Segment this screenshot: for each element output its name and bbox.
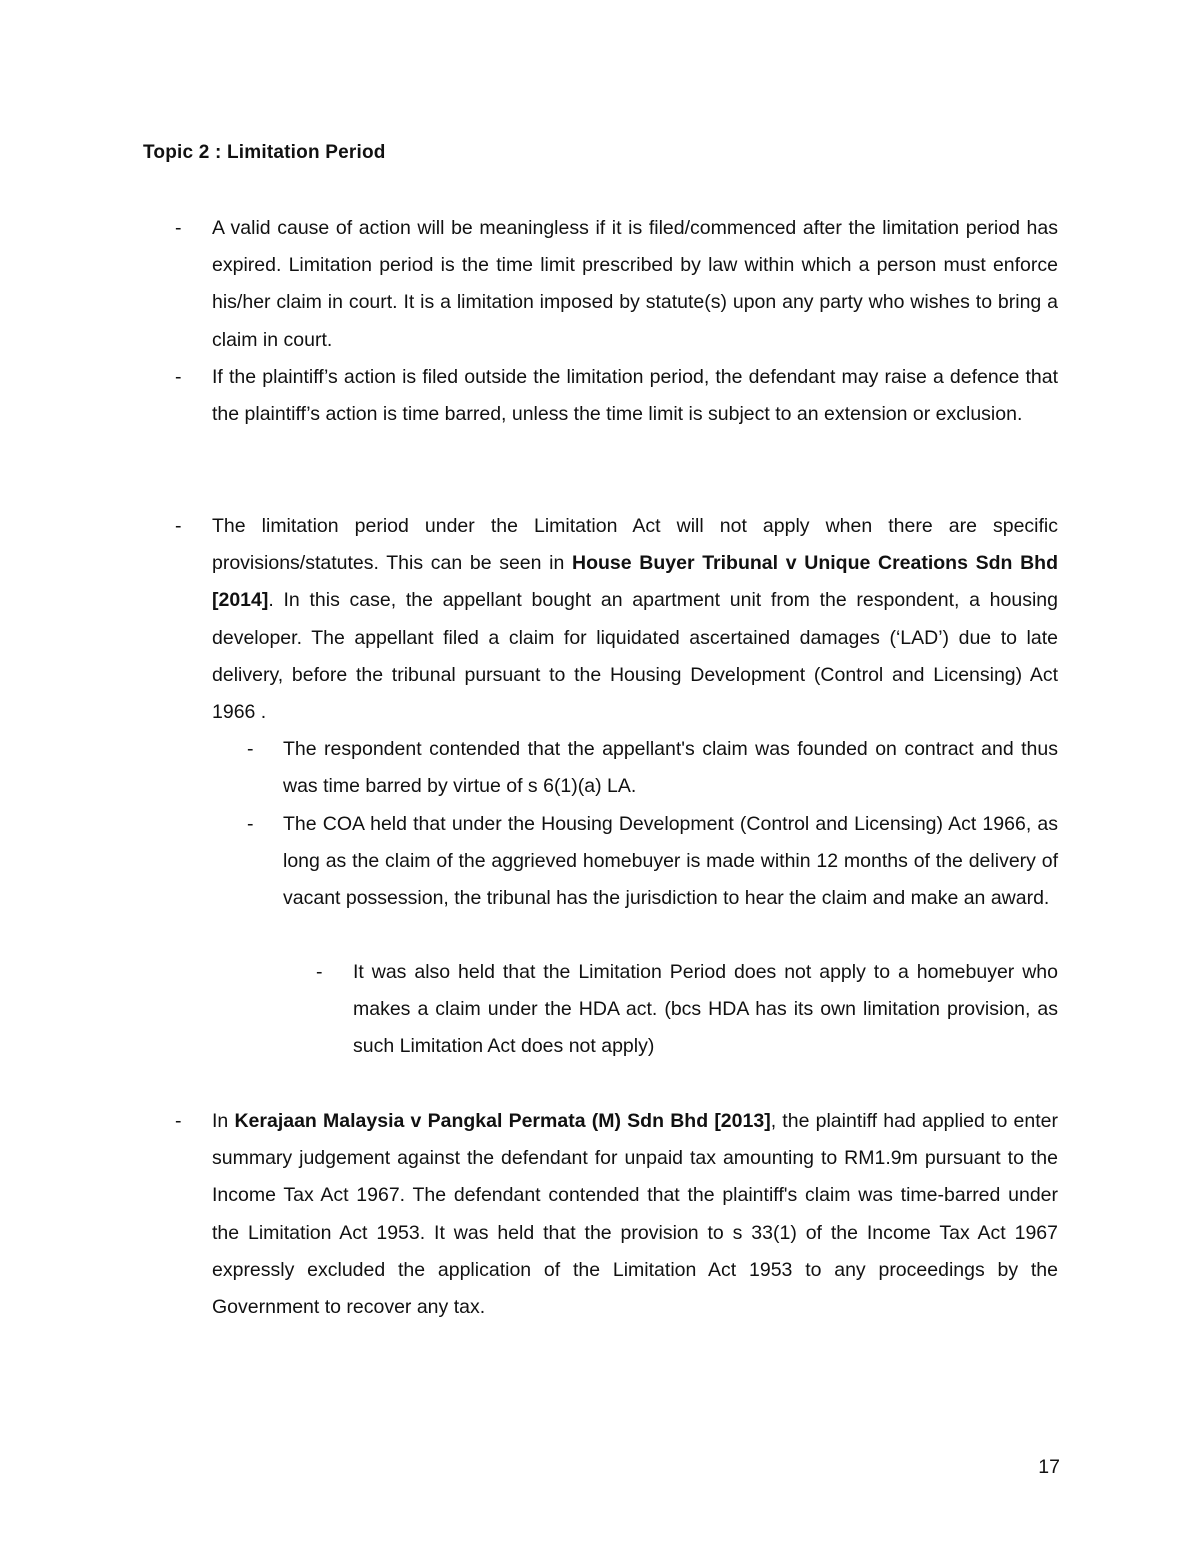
list-item-3-2 [247, 806, 1058, 918]
list-item-1 [175, 210, 1058, 359]
list-item-2 [175, 359, 1058, 433]
item-text: If the plaintiff’s action is filed outside the limitation period, the defendant may raise a defence that the plaintiff’s action is time barred, unless the time limit is subject to an extension or exclusion. [212, 366, 1058, 426]
item-text: It was also held that the Limitation Period does not apply to a homebuyer who makes a claim under the HDA act. (bcs HDA has its own limitation provision, as such Limitation Act does not apply) [353, 961, 1058, 1058]
bullet-dash: - [247, 738, 254, 760]
case-citation: House Buyer Tribunal v Unique Creations Sdn Bhd [2014] [212, 552, 1059, 612]
list-item-3-1 [247, 731, 1058, 805]
page-title: Topic 2 : Limitation Period [143, 142, 386, 163]
page-number: 17 [1038, 1456, 1060, 1478]
item-text-pre: In [212, 1110, 235, 1132]
list-item-3 [175, 508, 1059, 731]
item-text-pre: The limitation period under the Limitation Act will not apply when there are specific provisions/statutes. This can be seen in [212, 515, 1058, 575]
item-text: The COA held that under the Housing Development (Control and Licensing) Act 1966, as long as the claim of the aggrieved homebuyer is made within 12 months of the delivery of vacant possession, the tribunal has the jurisdiction to hear the claim and make an award. [283, 813, 1058, 910]
item-text: A valid cause of action will be meaningless if it is filed/commenced after the limitation period has expired. Limitation period is the time limit prescribed by law within which a person must enforce his/her claim in court. It is a limitation imposed by statute(s) upon any party who wishes to bring a claim in court. [212, 217, 1058, 351]
list-item-4 [175, 1103, 1058, 1326]
bullet-dash: - [316, 961, 323, 983]
item-text-post: . In this case, the appellant bought an apartment unit from the respondent, a housing developer. The appellant filed a claim for liquidated ascertained damages (‘LAD’) due to late delivery, before the tribunal pursuant to the Housing Development (Control and Licensing) Act 1966 . [212, 589, 1058, 724]
bullet-dash: - [175, 515, 182, 537]
list-item-3-2-1 [316, 954, 1058, 1066]
bullet-dash: - [175, 366, 182, 388]
item-text: The respondent contended that the appellant's claim was founded on contract and thus was time barred by virtue of s 6(1)(a) LA. [283, 738, 1058, 798]
case-citation: Kerajaan Malaysia v Pangkal Permata (M) Sdn Bhd [2013] [234, 1110, 771, 1132]
bullet-dash: - [175, 1110, 182, 1132]
bullet-dash: - [175, 217, 182, 239]
bullet-dash: - [247, 813, 254, 835]
item-text-post: , the plaintiff had applied to enter summary judgement against the defendant for unpaid tax amounting to RM1.9m pursuant to the Income Tax Act 1967. The defendant contended that the plaintiff's claim was time-barred under the Limitation Act 1953. It was held that the provision to s 33(1) of the Income Tax Act 1967 expressly excluded the application of the Limitation Act 1953 to any proceedings by the Government to recover any tax. [212, 1110, 1058, 1319]
